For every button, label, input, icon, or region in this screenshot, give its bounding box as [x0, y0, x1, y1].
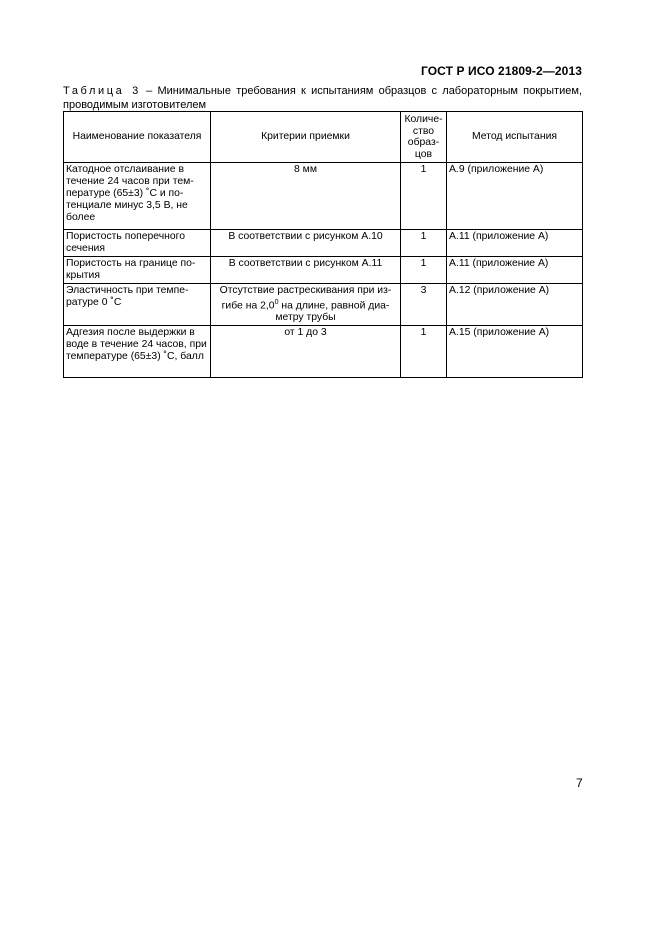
- table-header-row: [64, 112, 583, 163]
- cell-criteria: 8 мм: [211, 163, 401, 230]
- cell-criteria: [211, 284, 401, 326]
- table-row: [64, 326, 583, 378]
- page-number: 7: [576, 776, 583, 790]
- table-row: [64, 163, 583, 230]
- cell-criteria: В соответствии с рисунком А.11: [211, 257, 401, 284]
- cell-criteria: от 1 до 3: [211, 326, 401, 378]
- cell-method: А.11 (приложение А): [447, 257, 583, 284]
- table-row: [64, 284, 583, 326]
- cell-indicator: Пористость поперечного сечения: [64, 230, 211, 257]
- cell-quantity: 1: [401, 230, 447, 257]
- table-caption-text-line2: проводимым изготовителем: [63, 99, 207, 111]
- cell-indicator: Катодное отслаивание в течение 24 часов при тем-пературе (65±3) ˚С и по-тенциале минус 3,5 В, не более: [64, 163, 211, 230]
- cell-indicator: Адгезия после выдержки в воде в течение 24 часов, при температуре (65±3) ˚С, балл: [64, 326, 211, 378]
- cell-indicator: Эластичность при темпе-ратуре 0 ˚С: [64, 284, 211, 326]
- table-caption: [63, 84, 582, 112]
- header-quantity: Количе- ство образ- цов: [401, 112, 447, 163]
- document-header: ГОСТ Р ИСО 21809-2—2013: [420, 64, 582, 78]
- cell-criteria-sup: 0: [274, 299, 279, 306]
- cell-method: А.12 (приложение А): [447, 284, 583, 326]
- table-row: [64, 257, 583, 284]
- cell-quantity: 1: [401, 326, 447, 378]
- table-caption-label: Таблица 3: [63, 85, 141, 97]
- cell-method: А.9 (приложение А): [447, 163, 583, 230]
- header-criteria: Критерии приемки: [211, 112, 401, 163]
- table-caption-text-line1: – Минимальные требования к испытаниям образцов с лабораторным покрытием,: [146, 85, 582, 97]
- cell-method: А.11 (приложение А): [447, 230, 583, 257]
- header-indicator: Наименование показателя: [64, 112, 211, 163]
- cell-indicator: Пористость на границе по-крытия: [64, 257, 211, 284]
- cell-method: А.15 (приложение А): [447, 326, 583, 378]
- requirements-table: [63, 111, 583, 378]
- cell-quantity: 1: [401, 163, 447, 230]
- cell-criteria: В соответствии с рисунком А.10: [211, 230, 401, 257]
- cell-criteria-part2: на длине, равной диа-метру трубы: [275, 300, 390, 324]
- cell-quantity: 1: [401, 257, 447, 284]
- table-row: [64, 230, 583, 257]
- header-method: Метод испытания: [447, 112, 583, 163]
- cell-criteria-part1: Отсутствие растрескивания при из-гибе на 2,0: [219, 285, 392, 312]
- cell-quantity: 3: [401, 284, 447, 326]
